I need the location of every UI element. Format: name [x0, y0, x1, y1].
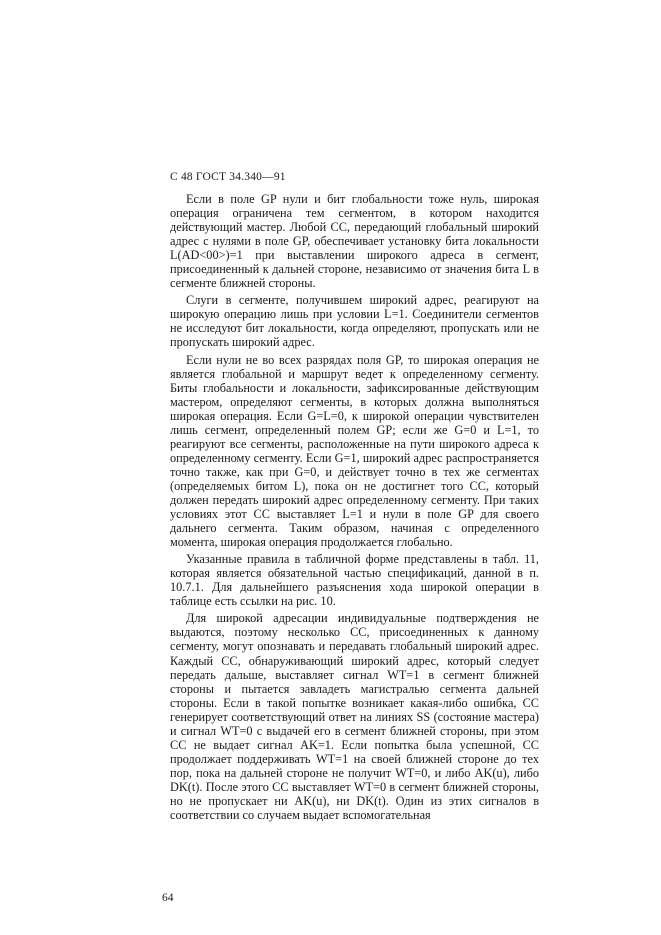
body-text	[170, 192, 539, 825]
paragraph-4: Указанные правила в табличной форме представлены в табл. 11, которая является обязательной частью спецификаций, данной в п. 10.7.1. Для дальнейшего разъяснения хода широкой операции в таблице есть ссылки на рис. 10.	[170, 552, 539, 609]
running-head: С 48 ГОСТ 34.340—91	[170, 171, 286, 183]
paragraph-5: Для широкой адресации индивидуальные подтверждения не выдаются, поэтому несколько СС, присоединенных к данному сегменту, могут опознавать и передавать глобальный широкий адрес. Каждый СС, обнаруживающий широкий адрес, который следует передать дальше, выставляет сигнал WT=1 в сегмент ближней стороны и пытается завладеть магистралью сегмента дальней стороны. Если в такой попытке возникает какая-либо ошибка, СС генерирует соответствующий ответ на линиях SS (состояние мастера) и сигнал WT=0 с выдачей его в сегмент ближней стороны, при этом СС не выдает сигнал AK=1. Если попытка была успешной, СС продолжает поддерживать WT=1 на своей ближней стороне до тех пор, пока на дальней стороне не получит WT=0, и либо AK(u), либо DK(t). После этого СС выставляет WT=0 в сегмент ближней стороны, но не пропускает ни AK(u), ни DK(t). Один из этих сигналов в соответствии со случаем выдает вспомогательная	[170, 611, 539, 823]
paragraph-2: Слуги в сегменте, получившем широкий адрес, реагируют на широкую операцию лишь при условии L=1. Соединители сегментов не исследуют бит локальности, когда определяют, пропускать или не пропускать широкий адрес.	[170, 293, 539, 350]
page-number: 64	[162, 892, 174, 904]
paragraph-3: Если нули не во всех разрядах поля GP, то широкая операция не является глобальной и маршрут ведет к определенному сегменту. Биты глобальности и локальности, зафиксированные действующим мастером, определяют сегменты, в которых должна выполняться широкая операция. Если G=L=0, к широкой операции чувствителен лишь сегмент, определенный полем GP; если же G=0 и L=1, то реагируют все сегменты, расположенные на пути широкого адреса к определенному сегменту. Если G=1, широкий адрес распространяется точно также, как при G=0, и действует точно в тех же сегментах (определяемых битом L), пока он не достигнет того СС, который должен передать широкий адрес определенному сегменту. При таких условиях этот СС выставляет L=1 и нули в поле GP для своего дальнего сегмента. Таким образом, начиная с определенного момента, широкая операция продолжается глобально.	[170, 352, 539, 550]
paragraph-1: Если в поле GP нули и бит глобальности тоже нуль, широкая операция ограничена тем сегментом, в котором находится действующий мастер. Любой СС, передающий глобальный широкий адрес с нулями в поле GP, обеспечивает установку бита локальности L(AD<00>)=1 при выставлении широкого адреса в сегмент, присоединенный к дальней стороне, независимо от значения бита L в сегменте ближней стороны.	[170, 192, 539, 291]
